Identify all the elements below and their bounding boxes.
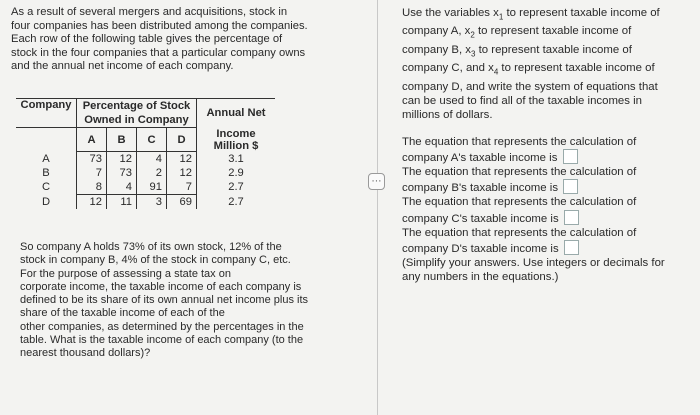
subheader-a: A [77, 128, 107, 152]
equation-c-row [402, 210, 697, 226]
pane-resize-handle[interactable]: ⋯ [368, 173, 385, 190]
subheader-d: D [167, 128, 197, 152]
subscript: 2 [470, 30, 475, 40]
income-cell: 3.1 [197, 152, 276, 167]
text: to represent taxable income of [498, 62, 655, 75]
equation-a-prompt: The equation that represents the calculation of [402, 135, 637, 148]
text: company A, x [402, 25, 471, 38]
cell: 91 [137, 180, 167, 195]
header-income-line1: Annual Net [206, 107, 266, 120]
table-row [16, 195, 275, 210]
row-label: D [16, 195, 77, 210]
equation-d-row [402, 240, 697, 256]
cell: 2 [137, 166, 167, 180]
explanation-line: defined to be its share of its own annual net income plus its [20, 294, 309, 307]
cell: 73 [89, 153, 102, 165]
text: to represent taxable income of [475, 43, 632, 56]
variables-line: can be used to find all of the taxable incomes in [402, 95, 642, 108]
intro-line: stock in the four companies that a particular company owns [11, 46, 306, 59]
table-row [16, 166, 275, 180]
question-pane [402, 6, 697, 285]
income-cell: 2.7 [197, 195, 276, 210]
variables-line [402, 43, 697, 61]
stock-table [16, 98, 275, 209]
intro-line: As a result of several mergers and acquisitions, stock in [11, 6, 288, 18]
explanation-line: corporate income, the taxable income of each company is [20, 280, 302, 293]
pane-divider [377, 0, 378, 415]
header-income-line3: Million $ [213, 139, 259, 152]
variables-line [402, 61, 697, 79]
table-row [16, 180, 275, 195]
problem-text [11, 6, 366, 74]
explanation-line: table. What is the taxable income of each company (to the [20, 334, 304, 347]
cell: 11 [107, 195, 137, 210]
header-income-rest [197, 128, 276, 152]
subheader-c: C [137, 128, 167, 152]
explanation-line: stock in company B, 4% of the stock in company C, etc. [20, 254, 291, 267]
header-company: Company [16, 99, 77, 128]
explanation-line: For the purpose of assessing a state tax on [20, 267, 231, 280]
cell: 8 [95, 181, 102, 193]
header-spacer [16, 128, 77, 152]
subheader-b: B [107, 128, 137, 152]
variables-line: millions of dollars. [402, 109, 493, 122]
cell: 12 [167, 166, 197, 180]
answer-input-c[interactable] [564, 210, 579, 225]
equation-b-prompt: The equation that represents the calculation of [402, 165, 637, 178]
equation-a-row [402, 149, 697, 165]
subscript: 1 [498, 12, 504, 22]
header-pct-line2: Owned in Company [84, 114, 189, 126]
row-label: C [16, 180, 77, 195]
answer-input-a[interactable] [563, 149, 578, 164]
equation-b-label: company B's taxable income is [402, 182, 559, 195]
equation-c-label: company C's taxable income is [402, 212, 559, 225]
subscript: 3 [471, 49, 476, 59]
intro-line: four companies has been distributed among the companies. [11, 19, 308, 32]
explanation-line: other companies, as determined by the percentages in the [20, 320, 304, 333]
instruction-note: any numbers in the equations.) [402, 271, 559, 284]
equation-d-label: company D's taxable income is [402, 242, 559, 255]
text: Use the variables x [402, 7, 499, 19]
cell: 3 [137, 195, 167, 210]
explanation-line: nearest thousand dollars)? [20, 347, 151, 360]
explanation-line: So company A holds 73% of its own stock, 12% of the [20, 241, 282, 253]
intro-line: and the annual net income of each company. [11, 60, 234, 73]
cell: 69 [167, 195, 197, 210]
answer-input-d[interactable] [564, 240, 579, 255]
cell: 12 [167, 152, 197, 167]
variables-line: company D, and write the system of equations that [402, 80, 658, 93]
intro-paragraph [11, 6, 366, 74]
header-percentage [77, 99, 197, 114]
income-cell: 2.7 [197, 180, 276, 195]
equation-d-prompt: The equation that represents the calculation of [402, 226, 637, 239]
text: to represent taxable income of [503, 7, 660, 19]
cell: 12 [107, 152, 137, 167]
income-cell: 2.9 [197, 166, 276, 180]
header-pct-line1: Percentage of Stock [82, 100, 191, 112]
cell: 7 [95, 167, 102, 179]
equation-b-row [402, 179, 697, 195]
explanation-paragraph [20, 241, 350, 361]
equation-a-label: company A's taxable income is [402, 151, 558, 164]
explanation-line: share of the taxable income of each of the [20, 307, 225, 320]
text: to represent taxable income of [474, 25, 632, 38]
cell: 73 [107, 166, 137, 180]
header-income [197, 99, 276, 128]
text: company B, x [402, 43, 472, 56]
variables-line [402, 6, 697, 24]
cell: 7 [167, 180, 197, 195]
intro-line: Each row of the following table gives the percentage of [11, 33, 283, 46]
row-label: B [16, 166, 77, 180]
header-income-line2: Income [216, 127, 256, 140]
answer-input-b[interactable] [563, 179, 578, 194]
row-label: A [16, 152, 77, 167]
instruction-note: (Simplify your answers. Use integers or decimals for [402, 257, 665, 270]
variables-line [402, 24, 697, 42]
text: company C, and x [402, 62, 494, 75]
cell: 12 [77, 195, 107, 210]
cell: 4 [107, 180, 137, 195]
cell: 4 [137, 152, 167, 167]
table-row [16, 152, 275, 167]
subscript: 4 [493, 67, 499, 77]
equation-c-prompt: The equation that represents the calculation of [402, 196, 637, 209]
